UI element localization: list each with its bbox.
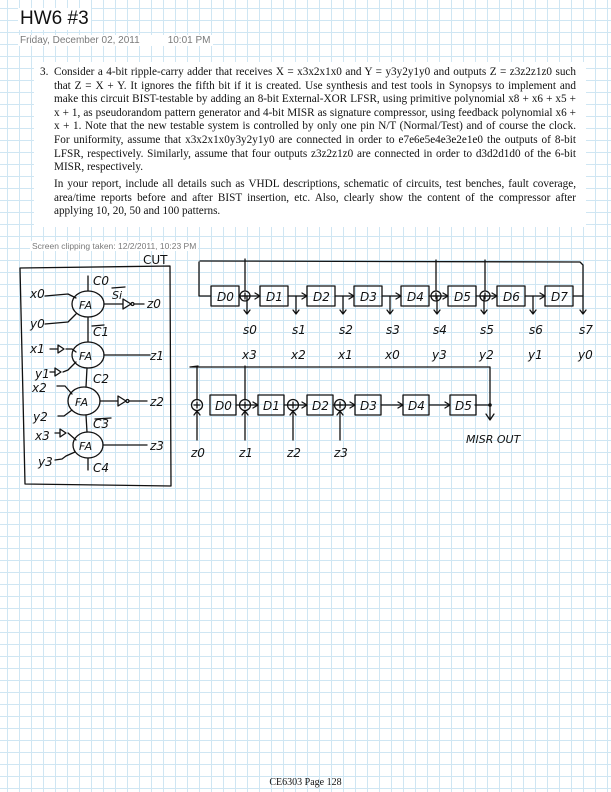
cut-input-x3: x3 [35,429,50,443]
lfsr-map-6: y1 [528,348,543,362]
misr-cell-label-1: D1 [263,399,280,413]
fa-label-1: FA [79,350,93,363]
problem-paragraph-1: Consider a 4-bit ripple-carry adder that receives X = x3x2x1x0 and Y = y3y2y1y0 and outputs Z = z3z2z1z0 such that Z = X + Y. It ignores the fifth bit if it is created. Use synthesis and test tools in Synopsys to implement and make this circuit BIST-testable by adding an 8-bit External-XOR LFSR, using primitive polynomial x8 + x6 + x5 + x + 1, as pseudorandom pattern generator and 4-bit MISR as signature compressor, using feedback polynomial x6 + x + 1. Note that the new testable system is controlled by only one pin N/T (Normal/Test) and of course the clock. For uniformity, assume that x3x2x1x0y3y2y1y0 are connected in order to e7e6e5e4e3e2e1e0 the outputs of 8-bit LFSR, respectively. Similarly, assume that four outputs z3z2z1z0 are connected in order to d3d2d1d0 of the 6-bit MISR, respectively. [54,66,576,174]
misr-cell-label-0: D0 [215,399,232,413]
problem-number: 3. [40,66,49,78]
lfsr-tap-0: s0 [243,323,257,337]
cut-input-y1: y1 [35,367,50,381]
lfsr-map-1: x2 [291,348,306,362]
carry-c3: C3 [93,417,110,431]
lfsr-diagram [199,259,593,362]
misr-cell-label-2: D2 [312,399,329,413]
cut-output-z1: z1 [150,349,164,363]
lfsr-cell-label-3: D3 [360,290,377,304]
misr-input-2: z2 [287,446,301,460]
lfsr-cell-label-2: D2 [313,290,330,304]
misr-cell-label-4: D4 [408,399,425,413]
lfsr-map-5: y2 [479,348,494,362]
page-time: 10:01 PM [167,35,211,46]
lfsr-cell-label-0: D0 [217,290,234,304]
misr-out-label: MISR OUT [466,433,521,446]
misr-cell-label-5: D5 [455,399,472,413]
lfsr-map-2: x1 [338,348,353,362]
cut-output-z0: z0 [147,297,161,311]
carry-c0: C0 [93,274,110,288]
cut-input-x0: x0 [30,287,45,301]
misr-cell-label-3: D3 [360,399,377,413]
lfsr-tap-1: s1 [292,323,306,337]
cut-input-x2: x2 [32,381,47,395]
misr-input-3: z3 [334,446,348,460]
page-date: Friday, December 02, 2011 [20,35,140,46]
screen-clipping-note: Screen clipping taken: 12/2/2011, 10:23 PM [32,241,197,251]
lfsr-cell-label-6: D6 [503,290,520,304]
lfsr-tap-7: s7 [579,323,593,337]
cut-output-z2: z2 [150,395,164,409]
lfsr-tap-4: s4 [433,323,447,337]
lfsr-tap-5: s5 [480,323,494,337]
lfsr-tap-6: s6 [529,323,543,337]
lfsr-map-4: y3 [432,348,447,362]
carry-c2: C2 [93,372,110,386]
lfsr-cell-label-4: D4 [407,290,424,304]
cut-output-z3: z3 [150,439,164,453]
cut-input-y2: y2 [33,410,48,424]
lfsr-map-0: x3 [242,348,257,362]
problem-paragraph-2: In your report, include all details such as VHDL descriptions, schematic of circuits, test benches, fault coverage, area/time reports before and after BIST insertion, etc. Also, clearly show the content of the compressor after applying 10, 20, 50 and 100 patterns. [54,178,576,218]
misr-input-0: z0 [191,446,205,460]
cut-input-y3: y3 [38,455,53,469]
cut-block [20,253,171,486]
lfsr-map-3: x0 [385,348,400,362]
lfsr-cell-label-5: D5 [454,290,471,304]
sum-bar-label: Si [112,289,123,302]
fa-label-2: FA [75,396,89,409]
cut-input-y0: y0 [30,317,45,331]
misr-diagram [190,366,522,460]
lfsr-cell-label-7: D7 [551,290,568,304]
lfsr-cell-label-1: D1 [266,290,283,304]
cut-input-x1: x1 [30,342,45,356]
cut-label: CUT [143,253,168,267]
fa-label-0: FA [79,299,93,312]
fa-label-3: FA [79,440,93,453]
page-title: HW6 #3 [20,8,89,29]
lfsr-map-7: y0 [578,348,593,362]
misr-input-1: z1 [239,446,253,460]
page-footer: CE6303 Page 128 [269,777,342,788]
carry-c1: C1 [93,325,110,339]
carry-c4: C4 [93,461,110,475]
lfsr-tap-2: s2 [339,323,353,337]
lfsr-tap-3: s3 [386,323,400,337]
